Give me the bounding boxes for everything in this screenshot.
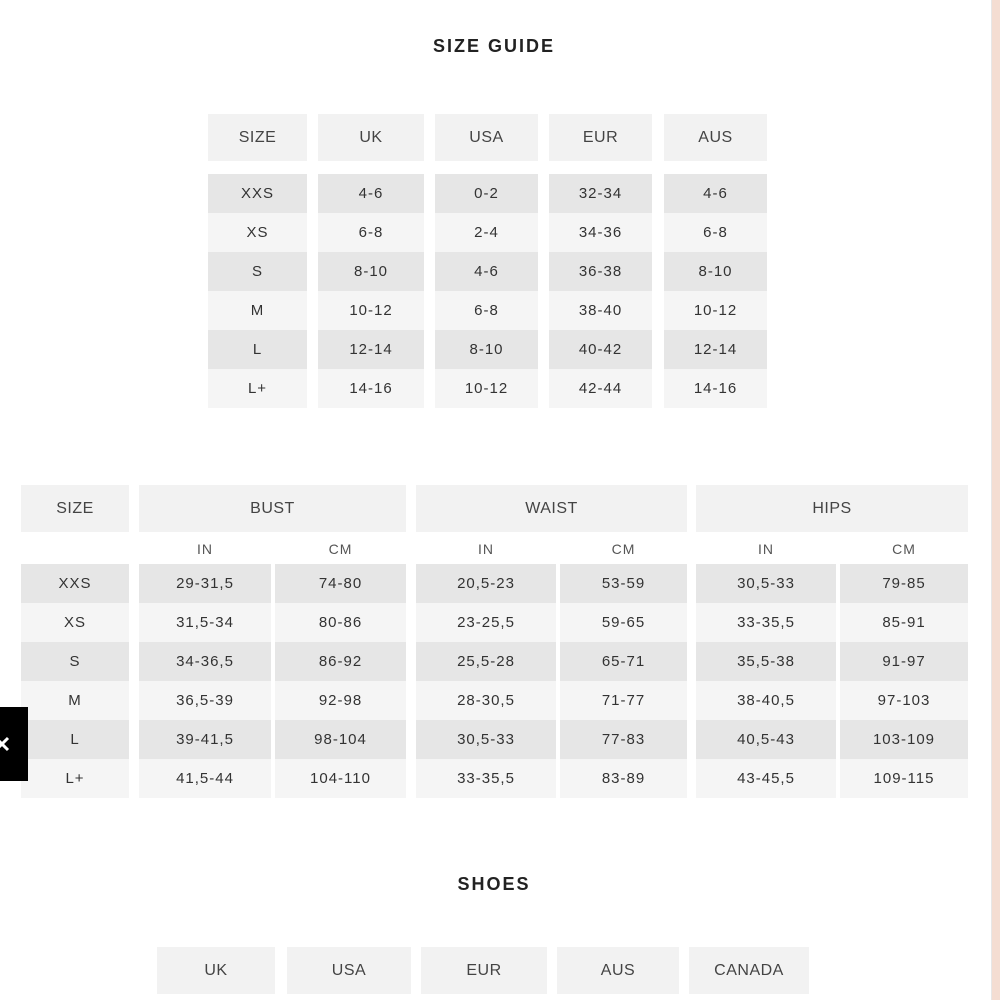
measure-table-cell: 103-109 xyxy=(840,720,968,759)
measure-table-cell: 30,5-33 xyxy=(416,720,556,759)
shoes-table-header: EUR xyxy=(421,947,547,994)
shoes-title: SHOES xyxy=(457,874,531,894)
measure-table-cell: 59-65 xyxy=(560,603,687,642)
size-table-cell: 6-8 xyxy=(664,213,767,252)
size-table-cell: 8-10 xyxy=(318,252,424,291)
size-table-cell: 6-8 xyxy=(435,291,538,330)
measure-table-cell: 41,5-44 xyxy=(139,759,271,798)
measure-table-unit: CM xyxy=(328,541,353,557)
size-table-header: USA xyxy=(435,114,538,161)
shoes-table-header: AUS xyxy=(557,947,679,994)
measure-table-cell: L+ xyxy=(21,759,129,798)
measure-table-cell: 92-98 xyxy=(275,681,406,720)
measure-table-cell: 36,5-39 xyxy=(139,681,271,720)
shoes-table-header: CANADA xyxy=(689,947,809,994)
measure-table-cell: 33-35,5 xyxy=(416,759,556,798)
measure-table-cell: 77-83 xyxy=(560,720,687,759)
size-table-cell: L xyxy=(208,330,307,369)
size-table-header: AUS xyxy=(664,114,767,161)
measure-table-cell: 39-41,5 xyxy=(139,720,271,759)
size-table-header: EUR xyxy=(549,114,652,161)
measure-table-cell: 31,5-34 xyxy=(139,603,271,642)
size-table-cell: 12-14 xyxy=(664,330,767,369)
size-table-cell: 0-2 xyxy=(435,174,538,213)
size-table-cell: 8-10 xyxy=(435,330,538,369)
measure-table-cell: 34-36,5 xyxy=(139,642,271,681)
size-table-cell: 32-34 xyxy=(549,174,652,213)
measure-table-cell: 83-89 xyxy=(560,759,687,798)
measure-table-cell: 33-35,5 xyxy=(696,603,836,642)
measure-table-unit: IN xyxy=(758,541,774,557)
size-table-cell: XXS xyxy=(208,174,307,213)
measure-table-cell: L xyxy=(21,720,129,759)
measure-table-cell: 74-80 xyxy=(275,564,406,603)
size-table-cell: 4-6 xyxy=(664,174,767,213)
measure-table-cell: 97-103 xyxy=(840,681,968,720)
size-table-cell: 14-16 xyxy=(318,369,424,408)
measure-table-cell: S xyxy=(21,642,129,681)
measure-table-cell: XXS xyxy=(21,564,129,603)
close-icon xyxy=(0,724,18,764)
measure-table-header: BUST xyxy=(139,485,406,532)
size-table-cell: 2-4 xyxy=(435,213,538,252)
measure-table-cell: XS xyxy=(21,603,129,642)
measure-table-cell: 71-77 xyxy=(560,681,687,720)
measure-table-cell: 38-40,5 xyxy=(696,681,836,720)
size-table-cell: 40-42 xyxy=(549,330,652,369)
measure-table-cell: 79-85 xyxy=(840,564,968,603)
size-table-cell: 14-16 xyxy=(664,369,767,408)
measure-table-cell: M xyxy=(21,681,129,720)
size-table-cell: M xyxy=(208,291,307,330)
size-table-cell: 42-44 xyxy=(549,369,652,408)
size-table-cell: 12-14 xyxy=(318,330,424,369)
shoes-table-header: UK xyxy=(157,947,275,994)
measure-table-unit: CM xyxy=(611,541,636,557)
measure-table-cell: 85-91 xyxy=(840,603,968,642)
size-table-cell: 34-36 xyxy=(549,213,652,252)
measure-table-unit: CM xyxy=(892,541,916,557)
size-table-cell: 6-8 xyxy=(318,213,424,252)
measure-table-cell: 23-25,5 xyxy=(416,603,556,642)
size-table-cell: 10-12 xyxy=(664,291,767,330)
size-table-cell: 4-6 xyxy=(318,174,424,213)
measure-table-cell: 25,5-28 xyxy=(416,642,556,681)
measure-table-cell: 80-86 xyxy=(275,603,406,642)
size-table-cell: 4-6 xyxy=(435,252,538,291)
size-table-header: UK xyxy=(318,114,424,161)
measure-table-cell: 43-45,5 xyxy=(696,759,836,798)
measure-table-cell: 35,5-38 xyxy=(696,642,836,681)
measure-table-cell: 109-115 xyxy=(840,759,968,798)
measure-table-header: SIZE xyxy=(21,485,129,532)
measure-table-cell: 53-59 xyxy=(560,564,687,603)
size-table-cell: L+ xyxy=(208,369,307,408)
measure-table-cell: 104-110 xyxy=(275,759,406,798)
measure-table-cell: 86-92 xyxy=(275,642,406,681)
size-table-cell: 36-38 xyxy=(549,252,652,291)
measure-table-cell: 91-97 xyxy=(840,642,968,681)
measure-table-cell: 20,5-23 xyxy=(416,564,556,603)
measure-table-cell: 40,5-43 xyxy=(696,720,836,759)
size-table-cell: 10-12 xyxy=(318,291,424,330)
size-table-cell: 10-12 xyxy=(435,369,538,408)
size-guide-title: SIZE GUIDE xyxy=(432,36,555,56)
measure-table-cell: 30,5-33 xyxy=(696,564,836,603)
measure-table-cell: 29-31,5 xyxy=(139,564,271,603)
close-tab[interactable] xyxy=(0,707,28,781)
measure-table-cell: 28-30,5 xyxy=(416,681,556,720)
size-table-cell: 38-40 xyxy=(549,291,652,330)
size-table-cell: 8-10 xyxy=(664,252,767,291)
size-table-cell: XS xyxy=(208,213,307,252)
measure-table-cell: 98-104 xyxy=(275,720,406,759)
size-table-cell: S xyxy=(208,252,307,291)
measure-table-cell: 65-71 xyxy=(560,642,687,681)
page-accent-border xyxy=(992,0,1000,1000)
measure-table-unit: IN xyxy=(478,541,494,557)
shoes-table-header: USA xyxy=(287,947,411,994)
measure-table-header: HIPS xyxy=(696,485,968,532)
size-table-header: SIZE xyxy=(208,114,307,161)
measure-table-unit: IN xyxy=(197,541,213,557)
measure-table-header: WAIST xyxy=(416,485,687,532)
